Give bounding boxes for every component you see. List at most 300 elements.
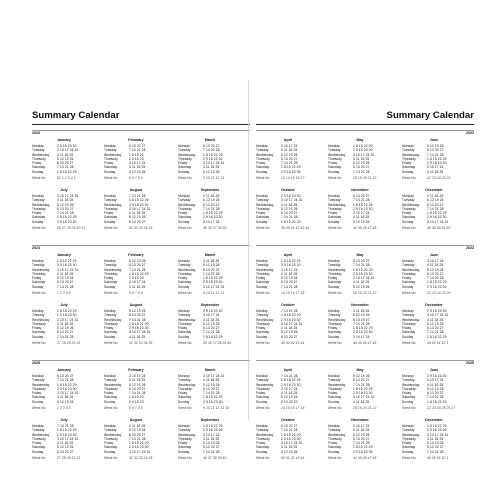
- day-label: Monday: [104, 144, 116, 148]
- day-row: [104, 335, 168, 339]
- month-name: May: [356, 138, 364, 142]
- week-numbers: 22 23 24 25 26: [427, 290, 451, 295]
- week-numbers: 40 41 42 43 44: [281, 340, 305, 345]
- day-dates: 7 14 21 28: [203, 271, 220, 276]
- month-block: [178, 303, 242, 351]
- day-dates: 5 12 19 26: [57, 445, 74, 450]
- day-dates: 2 9 16 23 30: [353, 148, 373, 153]
- day-label: Friday: [104, 211, 114, 216]
- day-row: [178, 335, 242, 339]
- day-dates: 2 9 16 23 30: [427, 428, 447, 433]
- year-block: [32, 130, 250, 242]
- day-dates: 1 8 15 22 29: [281, 219, 301, 224]
- day-dates: 4 11 18 25: [281, 271, 298, 276]
- day-dates: 2 9 16 23 30: [129, 202, 149, 207]
- day-row: [104, 285, 168, 289]
- day-dates: 5 12 19 26: [203, 263, 220, 268]
- day-dates: 3 10 17 24: [281, 386, 298, 391]
- day-dates: 5 12 19 26: [281, 206, 298, 211]
- week-numbers: 18 19 20 21 22: [353, 290, 377, 295]
- day-dates: 5 12 19 26: [353, 219, 370, 224]
- day-label: Saturday: [328, 280, 342, 285]
- day-label: Sunday: [104, 334, 116, 339]
- day-dates: 5 12 19 26: [427, 386, 444, 391]
- day-dates: 6 13 20 27: [57, 330, 74, 335]
- day-label: Monday: [32, 194, 44, 198]
- week-label: Week No.: [104, 340, 119, 345]
- day-label: Tuesday: [402, 428, 415, 433]
- day-label: Monday: [256, 144, 268, 148]
- day-dates: 7 14 21 28: [129, 148, 146, 153]
- day-label: Monday: [402, 374, 414, 378]
- day-dates: 2 9 16 23 30: [203, 156, 223, 161]
- day-dates: 3 10 17 24 31: [57, 317, 79, 322]
- day-dates: 5 12 19 26: [281, 395, 298, 400]
- day-row: [256, 450, 320, 454]
- day-dates: 5 12 19 26: [427, 198, 444, 203]
- day-label: Wednesday: [256, 152, 274, 157]
- day-dates: 1 8 15 22 29: [427, 399, 447, 404]
- day-dates: 4 11 18 25: [427, 263, 444, 268]
- week-number-row: [104, 406, 168, 410]
- day-label: Wednesday: [256, 267, 274, 272]
- day-label: Tuesday: [104, 198, 117, 203]
- day-dates: 2 9 16 23 30: [57, 263, 77, 268]
- day-label: Friday: [256, 276, 266, 281]
- week-numbers: 14 15 16 17 18: [281, 290, 305, 295]
- month-grid: [32, 144, 96, 180]
- day-label: Sunday: [256, 169, 268, 174]
- day-label: Monday: [32, 424, 44, 428]
- month-grid: [178, 309, 242, 345]
- day-dates: 6 13 20 27: [353, 165, 370, 170]
- month-grid: [256, 309, 320, 345]
- day-label: Monday: [178, 309, 190, 313]
- day-dates: 7 14 21 28: [427, 330, 444, 335]
- day-label: Friday: [402, 161, 412, 166]
- day-dates: 5 12 19 26: [203, 198, 220, 203]
- day-dates: 1 8 15 22 29: [353, 445, 373, 450]
- day-label: Saturday: [104, 215, 118, 220]
- day-dates: 4 11 18 25: [129, 211, 146, 216]
- day-dates: 2 9 16 23 30: [353, 271, 373, 276]
- day-label: Tuesday: [32, 263, 45, 268]
- week-number-row: [328, 176, 392, 180]
- day-row: [104, 450, 168, 454]
- month-block: [32, 188, 96, 236]
- day-dates: 3 10 17 24 31: [281, 321, 303, 326]
- month-name: March: [204, 253, 216, 257]
- day-label: Tuesday: [32, 378, 45, 383]
- day-row: [32, 285, 96, 289]
- day-dates: 2 9 16 23 30: [281, 436, 301, 441]
- day-dates: 1 8 15 22 29: [57, 309, 77, 313]
- day-row: [402, 400, 466, 404]
- day-dates: 3 10 17 24: [129, 161, 146, 166]
- day-label: Saturday: [328, 165, 342, 170]
- month-name: November: [351, 303, 369, 307]
- day-dates: 7 14 21 28: [203, 206, 220, 211]
- month-block: [402, 303, 466, 351]
- month-row: [256, 368, 474, 416]
- day-label: Monday: [104, 194, 116, 198]
- day-label: Sunday: [32, 399, 44, 404]
- day-label: Monday: [402, 309, 414, 313]
- day-dates: 6 13 20 27: [281, 156, 298, 161]
- day-row: [402, 170, 466, 174]
- day-label: Sunday: [402, 399, 414, 404]
- day-label: Tuesday: [104, 263, 117, 268]
- day-dates: 2 9 16 23 30: [427, 215, 447, 220]
- week-numbers: 22 23 24 25 26 27: [427, 405, 456, 410]
- day-dates: 3 10 17 24 31: [203, 161, 225, 166]
- day-label: Friday: [32, 391, 42, 396]
- day-label: Monday: [178, 194, 190, 198]
- day-dates: 2 9 16 23 30: [281, 317, 301, 322]
- month-name: November: [351, 188, 369, 192]
- week-number-row: [328, 226, 392, 230]
- day-dates: 2 9 16 23 30: [281, 382, 301, 387]
- week-number-row: [104, 291, 168, 295]
- day-label: Tuesday: [178, 313, 191, 318]
- day-dates: 6 13 20 27: [57, 206, 74, 211]
- day-dates: 1 8 15 22 29: [57, 382, 77, 387]
- day-dates: 1 8 15 22 29: [427, 334, 447, 339]
- day-label: Thursday: [402, 271, 416, 276]
- day-row: [104, 400, 168, 404]
- day-dates: 2 9 16 23 30: [57, 432, 77, 437]
- day-label: Saturday: [178, 280, 192, 285]
- day-dates: 7 14 21 28: [129, 267, 146, 272]
- day-label: Thursday: [178, 206, 192, 211]
- month-block: [104, 253, 168, 301]
- day-label: Friday: [328, 326, 338, 331]
- week-number-row: [402, 456, 466, 460]
- week-number-row: [104, 341, 168, 345]
- day-dates: 6 13 20 27: [353, 317, 370, 322]
- month-grid: [256, 259, 320, 295]
- day-dates: 2 9 16 23 30: [353, 206, 373, 211]
- day-dates: 7 14 21 28: [57, 334, 74, 339]
- day-row: [104, 220, 168, 224]
- day-label: Thursday: [402, 206, 416, 211]
- day-dates: 5 12 19 26: [353, 284, 370, 289]
- day-dates: 5 12 19 26: [281, 276, 298, 281]
- day-dates: 1 8 15 22 29: [203, 334, 223, 339]
- week-numbers: 14 15 16 17 18: [281, 405, 305, 410]
- month-block: [256, 188, 320, 236]
- day-label: Wednesday: [178, 267, 196, 272]
- day-dates: 1 8 15 22 29: [427, 280, 447, 285]
- day-label: Sunday: [32, 219, 44, 224]
- day-row: [256, 335, 320, 339]
- month-grid: [178, 424, 242, 460]
- year-divider: [256, 360, 474, 361]
- day-dates: 1 8 15 22 29: [203, 152, 223, 157]
- day-dates: 4 11 18 25: [427, 169, 444, 174]
- year-block: [256, 360, 474, 472]
- day-dates: 6 13 20 27: [129, 144, 146, 148]
- day-dates: 7 14 21 28: [57, 165, 74, 170]
- week-number-row: [256, 341, 320, 345]
- day-dates: 7 14 21 28: [353, 382, 370, 387]
- day-dates: 2 9 16 23: [129, 399, 144, 404]
- day-dates: 1 8 15 22 29: [353, 144, 373, 148]
- day-dates: 3 10 17 24 31: [427, 313, 449, 318]
- week-number-row: [256, 291, 320, 295]
- day-label: Wednesday: [178, 202, 196, 207]
- day-dates: 4 11 18 25: [203, 436, 220, 441]
- day-dates: 6 13 20 27: [353, 436, 370, 441]
- year-divider: [256, 130, 474, 131]
- month-row: [32, 303, 250, 351]
- week-label: Week No.: [328, 455, 343, 460]
- day-label: Monday: [104, 259, 116, 263]
- day-dates: 6 13 20 27: [57, 161, 74, 166]
- week-number-row: [178, 406, 242, 410]
- day-label: Friday: [178, 441, 188, 446]
- day-label: Friday: [402, 276, 412, 281]
- day-dates: 2 9 16 23 30: [427, 284, 447, 289]
- week-numbers: 49 50 51 52 1: [427, 455, 449, 460]
- day-row: [256, 400, 320, 404]
- day-label: Thursday: [402, 436, 416, 441]
- month-block: [32, 138, 96, 186]
- month-grid: [104, 144, 168, 180]
- month-name: July: [60, 418, 68, 422]
- day-label: Wednesday: [178, 382, 196, 387]
- day-label: Thursday: [328, 206, 342, 211]
- day-label: Monday: [104, 309, 116, 313]
- month-grid: [402, 259, 466, 295]
- month-block: [32, 368, 96, 416]
- day-dates: 2 9 16 23 30: [203, 428, 223, 433]
- day-label: Saturday: [402, 395, 416, 400]
- day-dates: 4 11 18 25: [129, 378, 146, 383]
- day-dates: 2 9 16 23 30: [129, 326, 149, 331]
- day-label: Thursday: [256, 321, 270, 326]
- day-dates: 1 8 15 22 29: [353, 326, 373, 331]
- day-label: Saturday: [32, 330, 46, 335]
- week-numbers: 9 10 11 12 13: [203, 175, 225, 180]
- day-label: Friday: [256, 211, 266, 216]
- day-label: Friday: [256, 391, 266, 396]
- day-dates: 6 13 20 27: [353, 259, 370, 263]
- day-dates: 7 14 21 28: [129, 436, 146, 441]
- day-dates: 1 8 15 22 29: [129, 198, 149, 203]
- day-row: [178, 450, 242, 454]
- day-dates: 7 14 21 28: [353, 441, 370, 446]
- day-label: Monday: [178, 144, 190, 148]
- day-label: Monday: [104, 424, 116, 428]
- month-block: [178, 138, 242, 186]
- day-dates: 5 12 19 26: [203, 382, 220, 387]
- day-label: Friday: [402, 211, 412, 216]
- day-dates: 1 8 15 22 29: [427, 211, 447, 216]
- day-dates: 6 13 20 27: [281, 211, 298, 216]
- day-row: [178, 285, 242, 289]
- day-dates: 3 10 17 24 31: [353, 395, 375, 400]
- month-block: [104, 303, 168, 351]
- day-dates: 3 10 17 24 31: [57, 391, 79, 396]
- month-grid: [32, 309, 96, 345]
- day-dates: 6 13 20 27: [203, 386, 220, 391]
- day-dates: 5 12 19 26: [129, 215, 146, 220]
- month-name: December: [425, 303, 443, 307]
- day-dates: 7 14 21 28: [427, 449, 444, 454]
- day-label: Friday: [32, 441, 42, 446]
- day-label: Saturday: [32, 165, 46, 170]
- month-grid: [178, 144, 242, 180]
- week-label: Week No.: [104, 175, 119, 180]
- day-dates: 3 10 17 24 31: [129, 330, 151, 335]
- day-dates: 4 11 18 25: [281, 445, 298, 450]
- day-label: Saturday: [402, 280, 416, 285]
- month-block: [402, 253, 466, 301]
- month-grid: [328, 144, 392, 180]
- day-dates: 4 11 18 25: [57, 321, 74, 326]
- day-label: Monday: [32, 309, 44, 313]
- day-dates: 1 8 15 22 29: [57, 169, 77, 174]
- day-dates: 3 10 17 24 31: [129, 206, 151, 211]
- day-label: Friday: [178, 391, 188, 396]
- day-label: Wednesday: [402, 202, 420, 207]
- day-dates: 3 10 17 24: [203, 432, 220, 437]
- day-label: Sunday: [104, 284, 116, 289]
- month-grid: [178, 194, 242, 230]
- day-label: Friday: [104, 161, 114, 166]
- day-label: Saturday: [256, 445, 270, 450]
- day-dates: 1 8 15 22 29: [129, 271, 149, 276]
- day-dates: 4 11 18 25: [281, 148, 298, 153]
- month-name: August: [129, 303, 143, 307]
- day-row: [328, 450, 392, 454]
- day-label: Sunday: [256, 334, 268, 339]
- day-dates: 7 14 21 28: [203, 391, 220, 396]
- day-dates: 4 11 18 25: [203, 165, 220, 170]
- day-label: Tuesday: [328, 428, 341, 433]
- day-label: Thursday: [178, 321, 192, 326]
- day-dates: 1 8 15 22: [129, 395, 144, 400]
- week-number-row: [328, 406, 392, 410]
- week-numbers: 18 19 20 21 22: [353, 175, 377, 180]
- day-dates: 1 8 15 22 29: [203, 424, 223, 428]
- day-label: Wednesday: [402, 317, 420, 322]
- day-dates: 2 9 16 23 30: [281, 169, 301, 174]
- week-number-row: [178, 226, 242, 230]
- month-name: January: [57, 253, 71, 257]
- day-label: Wednesday: [178, 152, 196, 157]
- day-label: Monday: [178, 424, 190, 428]
- day-dates: 1 8 15 22 29: [129, 321, 149, 326]
- day-label: Tuesday: [104, 428, 117, 433]
- week-label: Week No.: [32, 175, 47, 180]
- day-label: Saturday: [328, 395, 342, 400]
- day-label: Tuesday: [402, 378, 415, 383]
- month-grid: [328, 309, 392, 345]
- day-row: [328, 400, 392, 404]
- day-label: Sunday: [104, 449, 116, 454]
- day-dates: 7 14 21 28: [281, 374, 298, 378]
- day-dates: 4 11 18 25: [129, 334, 146, 339]
- week-label: Week No.: [178, 175, 193, 180]
- week-numbers: 52 1 2 3 4 5: [57, 175, 76, 180]
- week-label: Week No.: [256, 455, 271, 460]
- day-label: Thursday: [256, 156, 270, 161]
- day-label: Sunday: [32, 449, 44, 454]
- day-label: Wednesday: [328, 382, 346, 387]
- day-dates: 2 9 16 23 30: [57, 144, 77, 148]
- month-name: November: [351, 418, 369, 422]
- day-label: Wednesday: [32, 432, 50, 437]
- week-label: Week No.: [178, 225, 193, 230]
- day-dates: 1 8 15 22 29: [203, 276, 223, 281]
- week-label: Week No.: [32, 225, 47, 230]
- day-label: Saturday: [32, 280, 46, 285]
- day-label: Friday: [178, 276, 188, 281]
- day-label: Sunday: [256, 399, 268, 404]
- day-dates: 7 14 21 28: [57, 211, 74, 216]
- day-dates: 6 13 20 27: [203, 267, 220, 272]
- day-dates: 3 10 17 24 31: [57, 267, 79, 272]
- day-dates: 5 12 19 26: [427, 441, 444, 446]
- day-label: Tuesday: [178, 428, 191, 433]
- month-grid: [32, 424, 96, 460]
- day-label: Sunday: [256, 449, 268, 454]
- day-dates: 4 11 18 25: [129, 284, 146, 289]
- month-name: October: [281, 418, 295, 422]
- month-block: [328, 188, 392, 236]
- day-label: Thursday: [32, 206, 46, 211]
- month-grid: [402, 309, 466, 345]
- week-numbers: 5 6 7 8 9: [129, 405, 143, 410]
- day-dates: 2 9 16 23 30: [57, 219, 77, 224]
- day-label: Tuesday: [178, 198, 191, 203]
- day-label: Tuesday: [32, 148, 45, 153]
- day-label: Thursday: [104, 436, 118, 441]
- page-title: Summary Calendar: [386, 110, 474, 121]
- day-label: Wednesday: [104, 432, 122, 437]
- day-dates: 6 13 20 27: [203, 445, 220, 450]
- week-label: Week No.: [402, 175, 417, 180]
- month-block: [256, 303, 320, 351]
- day-label: Monday: [328, 194, 340, 198]
- week-label: Week No.: [328, 405, 343, 410]
- day-dates: 4 11 18 25: [57, 198, 74, 203]
- day-label: Tuesday: [402, 198, 415, 203]
- day-label: Monday: [256, 424, 268, 428]
- day-label: Sunday: [402, 169, 414, 174]
- day-dates: 1 8 15 22 29: [281, 165, 301, 170]
- day-row: [178, 400, 242, 404]
- day-dates: 7 14 21 28: [427, 395, 444, 400]
- year-block: [256, 130, 474, 242]
- day-dates: 3 10 17 24: [281, 144, 298, 148]
- month-name: March: [204, 368, 216, 372]
- day-dates: 2 9 16 23 30: [281, 263, 301, 268]
- day-label: Sunday: [328, 219, 340, 224]
- day-label: Friday: [256, 326, 266, 331]
- day-dates: 3 10 17 24 31: [281, 198, 303, 203]
- day-label: Wednesday: [32, 317, 50, 322]
- week-numbers: 1 2 3 4 5: [57, 290, 71, 295]
- week-number-row: [104, 226, 168, 230]
- day-label: Wednesday: [104, 152, 122, 157]
- day-dates: 4 11 18 25: [353, 309, 370, 313]
- day-label: Tuesday: [104, 313, 117, 318]
- day-dates: 5 12 19 26: [129, 382, 146, 387]
- month-grid: [256, 424, 320, 460]
